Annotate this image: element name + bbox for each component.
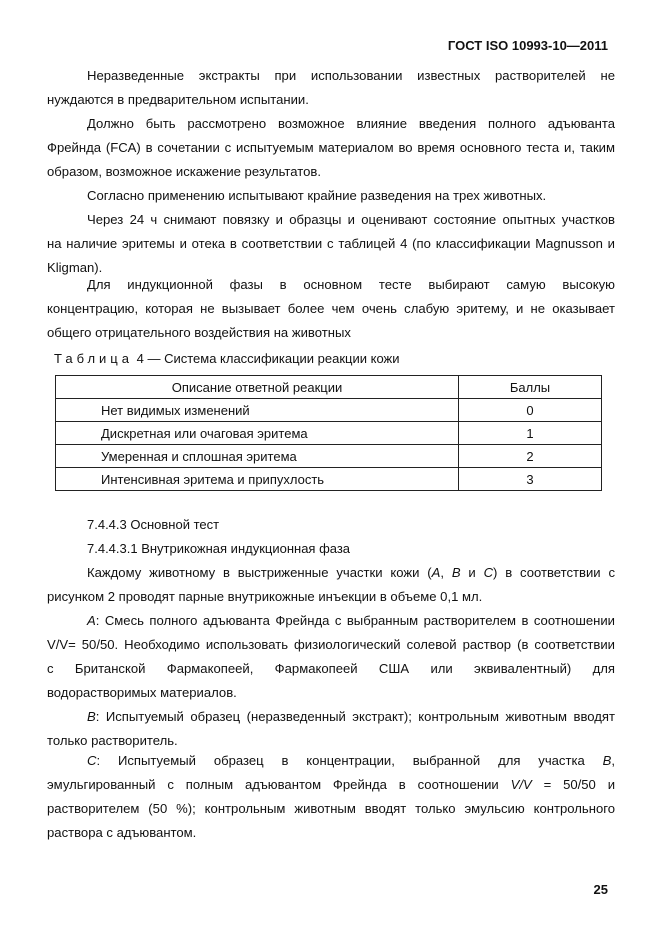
paragraph-induction-concentration: Для индукционной фазы в основном тесте выбирают самую высокую концентрацию, которая не вызывает более чем очень слабую эритему, и не оказывает общего отрицательного воздействия на животных (47, 277, 615, 340)
row-score: 0 (459, 399, 602, 422)
row-description: Дискретная или очаговая эритема (56, 422, 459, 445)
paragraph-site-a: A: Смесь полного адъюванта Фрейнда с выбранным растворителем в соотношении V/V= 50/50. Необходимо использовать физиологический солевой раствор (в соответствии с Британской Фармакопеей, Фармакопеей США или эквивалентный) для водорастворимых материалов. (47, 613, 615, 700)
table-row (56, 399, 602, 422)
table-caption (54, 351, 400, 366)
paragraph-fca-influence: Должно быть рассмотрено возможное влияние введения полного адъюванта Фрейнда (FCA) в сочетании с испытуемым материалом во время основного теста и, таким образом, возможное искажение результатов. (47, 116, 615, 179)
row-score: 3 (459, 468, 602, 491)
paragraph-site-b: B: Испытуемый образец (неразведенный экстракт); контрольным животным вводят только растворитель. (47, 709, 615, 748)
row-score: 1 (459, 422, 602, 445)
column-header-score: Баллы (459, 376, 602, 399)
section-heading-main-test: 7.4.4.3 Основной тест (87, 517, 220, 532)
skin-reaction-table (55, 375, 602, 491)
paragraph-erythema-assessment: Через 24 ч снимают повязку и образцы и оценивают состояние опытных участков на наличие эритемы и отека в соответствии с таблицей 4 (по классификации Magnusson и Kligman). (47, 212, 615, 275)
page-number: 25 (593, 882, 608, 897)
row-description: Умеренная и сплошная эритема (56, 445, 459, 468)
row-description: Интенсивная эритема и припухлость (56, 468, 459, 491)
table-row (56, 468, 602, 491)
table-row (56, 422, 602, 445)
subsection-heading-intradermal-induction: 7.4.4.3.1 Внутрикожная индукционная фаза (87, 541, 351, 556)
paragraph-site-c: C: Испытуемый образец в концентрации, выбранной для участка B, эмульгированный с полным адъювантом Фрейнда в соотношении V/V = 50/50 и растворителем (50 %); контрольным животным вводят только эмульсию контрольного раствора с адъювантом. (47, 753, 616, 840)
table-header-row (56, 376, 602, 399)
table-row (56, 445, 602, 468)
document-header: ГОСТ ISO 10993-10—2011 (447, 38, 608, 53)
paragraph-injection-sites: Каждому животному в выстриженные участки кожи (A, B и C) в соответствии с рисунком 2 проводят парные внутрикожные инъекции в объеме 0,1 мл. (47, 565, 615, 604)
row-score: 2 (459, 445, 602, 468)
table-caption-title: 4 — Система классификации реакции кожи (136, 351, 400, 366)
table-caption-word: Таблица (54, 351, 133, 366)
row-description: Нет видимых изменений (56, 399, 459, 422)
paragraph-extreme-dilutions: Согласно применению испытывают крайние разведения на трех животных. (87, 188, 547, 203)
paragraph-undiluted-extracts: Неразведенные экстракты при использовании известных растворителей не нуждаются в предварительном испытании. (47, 68, 615, 107)
column-header-description: Описание ответной реакции (56, 376, 459, 399)
